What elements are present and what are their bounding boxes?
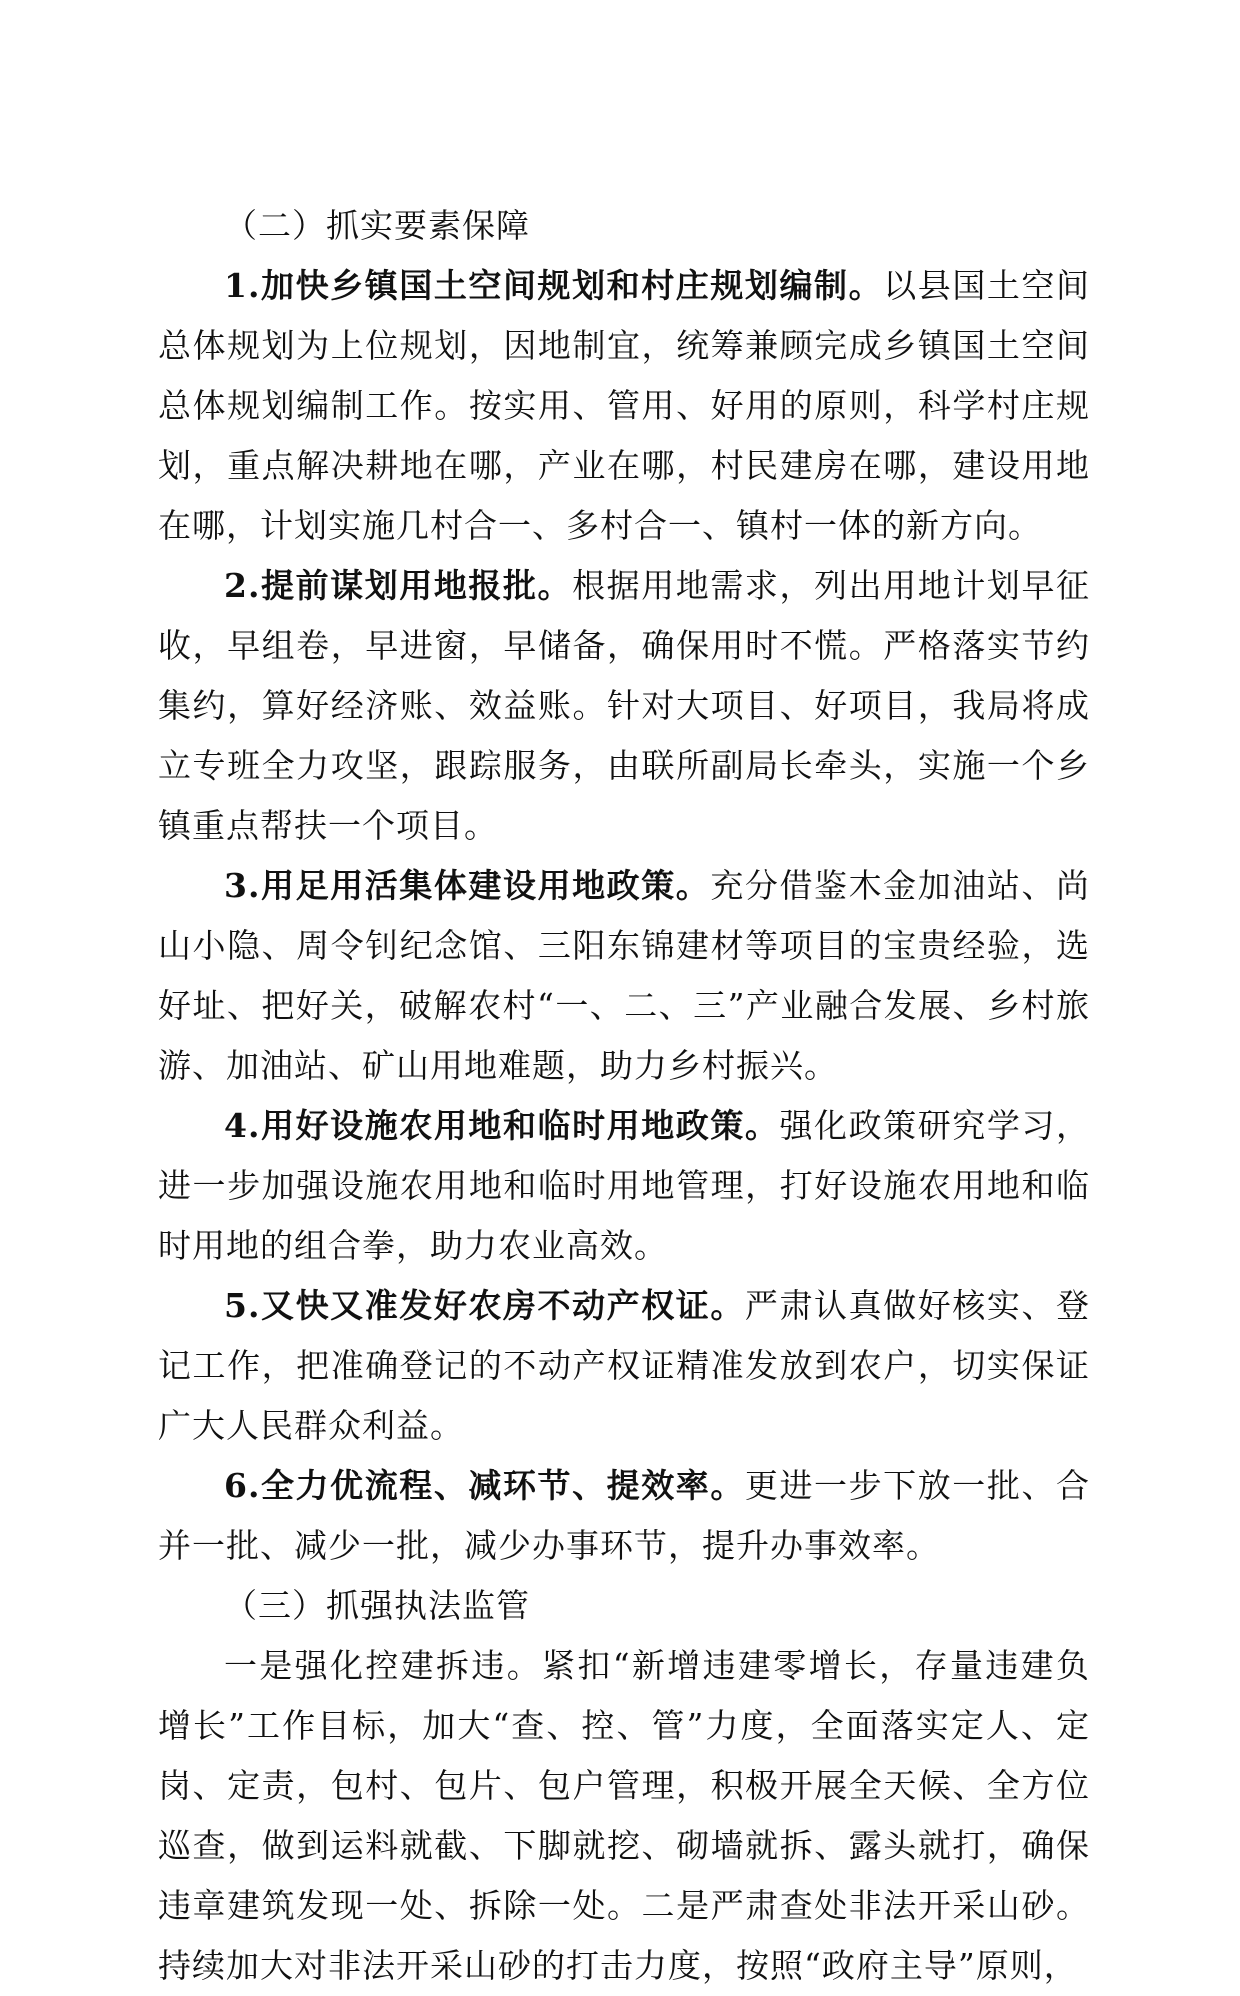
item-6-lead: 6.全力优流程、减环节、提效率。 bbox=[224, 1466, 745, 1505]
section-3-heading: （三）抓强执法监管 bbox=[224, 1586, 530, 1625]
item-2-paragraph bbox=[158, 556, 1090, 856]
item-6-paragraph bbox=[158, 1456, 1090, 1576]
item-5-lead: 5.又快又准发好农房不动产权证。 bbox=[224, 1286, 745, 1325]
item-4-paragraph bbox=[158, 1096, 1090, 1276]
item-3-paragraph bbox=[158, 856, 1090, 1096]
item-4-body: 强化政策研究学习，进一步加强设施农用地和临时用地管理，打好设施农用地和临时用地的组合拳，助力农业高效。 bbox=[158, 1106, 1090, 1265]
item-1-lead: 1.加快乡镇国土空间规划和村庄规划编制。 bbox=[224, 266, 884, 305]
item-4-lead: 4.用好设施农用地和临时用地政策。 bbox=[224, 1106, 780, 1145]
item-5-body: 严肃认真做好核实、登记工作，把准确登记的不动产权证精准发放到农户，切实保证广大人民群众利益。 bbox=[158, 1286, 1091, 1445]
item-3-body: 充分借鉴木金加油站、尚山小隐、周令钊纪念馆、三阳东锦建材等项目的宝贵经验，选好址、把好关，破解农村“一、二、三”产业融合发展、乡村旅游、加油站、矿山用地难题，助力乡村振兴。 bbox=[158, 866, 1091, 1085]
item-5-paragraph bbox=[158, 1276, 1090, 1456]
section-3-paragraph: 一是强化控建拆违。紧扣“新增违建零增长，存量违建负增长”工作目标，加大“查、控、管”力度，全面落实定人、定岗、定责，包村、包片、包户管理，积极开展全天候、全方位巡查，做到运料就截、下脚就挖、砌墙就拆、露头就打，确保违章建筑发现一处、拆除一处。二是严肃查处非法开采山砂。持续加大对非法开采山砂的打击力度，按照“政府主导”原则， bbox=[158, 1646, 1090, 1985]
item-3-lead: 3.用足用活集体建设用地政策。 bbox=[224, 866, 711, 905]
item-2-lead: 2.提前谋划用地报批。 bbox=[224, 566, 573, 605]
item-6-body: 更进一步下放一批、合并一批、减少一批，减少办事环节，提升办事效率。 bbox=[158, 1466, 1091, 1565]
item-1-body: 以县国土空间总体规划为上位规划，因地制宜，统筹兼顾完成乡镇国土空间总体规划编制工作。按实用、管用、好用的原则，科学村庄规划，重点解决耕地在哪，产业在哪，村民建房在哪，建设用地在哪，计划实施几村合一、多村合一、镇村一体的新方向。 bbox=[158, 266, 1091, 545]
item-2-body: 根据用地需求，列出用地计划早征收，早组卷，早进窗，早储备，确保用时不慌。严格落实节约集约，算好经济账、效益账。针对大项目、好项目，我局将成立专班全力攻坚，跟踪服务，由联所副局长牵头，实施一个乡镇重点帮扶一个项目。 bbox=[158, 566, 1091, 845]
item-1-paragraph bbox=[158, 256, 1090, 556]
section-2-heading: （二）抓实要素保障 bbox=[224, 206, 530, 245]
document-page bbox=[158, 196, 1090, 1996]
